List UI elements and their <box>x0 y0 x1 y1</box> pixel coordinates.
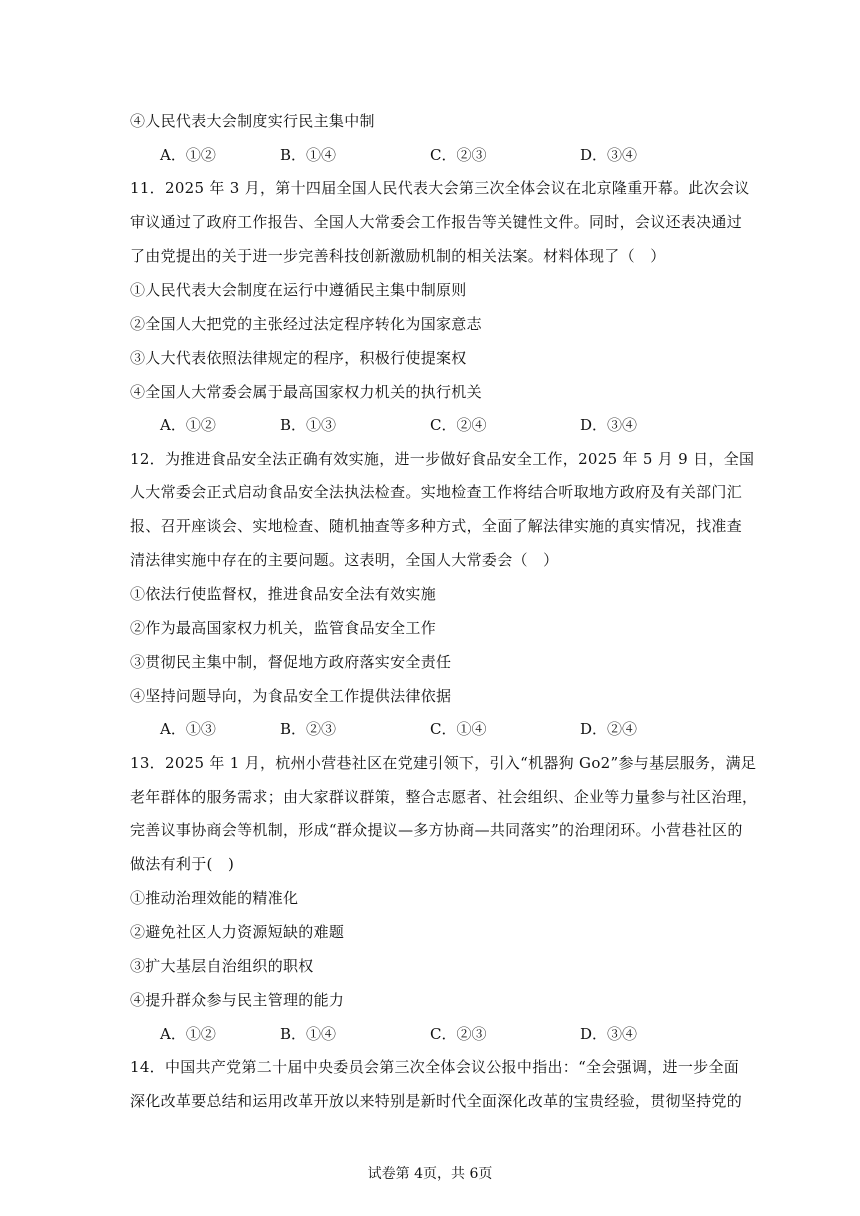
option-c: C．①④ <box>430 720 487 738</box>
option-b: B．①④ <box>280 1025 337 1043</box>
option-d: D．③④ <box>580 146 638 164</box>
option-b: B．①③ <box>280 416 337 434</box>
statement-line: ②避免社区人力资源短缺的难题 <box>130 923 345 941</box>
question-12-line: 清法律实施中存在的主要问题。这表明，全国人大常委会（ ） <box>130 551 559 569</box>
question-13-line: 老年群体的服务需求；由大家群议群策，整合志愿者、社会组织、企业等力量参与社区治理， <box>130 788 758 806</box>
answer-options <box>160 719 720 739</box>
statement-line: ①人民代表大会制度在运行中遵循民主集中制原则 <box>130 281 467 299</box>
option-a: A．①③ <box>160 720 216 738</box>
question-13-line: 完善议事协商会等机制，形成“群众提议—多方协商—共同落实”的治理闭环。小营巷社区的 <box>130 821 743 839</box>
page-footer: 试卷第 4页，共 6页 <box>367 1166 493 1182</box>
question-13-line: 做法有利于( ) <box>130 855 235 873</box>
question-12-line: 12．为推进食品安全法正确有效实施，进一步做好食品安全工作，2025 年 5 月 9 日，全国 <box>130 450 755 468</box>
question-11-line: 了由党提出的关于进一步完善科技创新激励机制的相关法案。材料体现了（ ） <box>130 247 666 265</box>
option-c: C．②③ <box>430 146 487 164</box>
statement-line: ②全国人大把党的主张经过法定程序转化为国家意志 <box>130 315 482 333</box>
statement-line: ①依法行使监督权，推进食品安全法有效实施 <box>130 585 437 603</box>
option-c: C．②③ <box>430 1025 487 1043</box>
option-a: A．①② <box>160 416 216 434</box>
statement-line: ①推动治理效能的精准化 <box>130 889 299 907</box>
statement-line: ④全国人大常委会属于最高国家权力机关的执行机关 <box>130 383 482 401</box>
option-b: B．②③ <box>280 720 337 738</box>
question-13-line: 13．2025 年 1 月，杭州小营巷社区在党建引领下，引入“机器狗 Go2”参与基层服务，满足 <box>130 754 757 772</box>
option-d: D．②④ <box>580 720 638 738</box>
statement-line: ③人大代表依照法律规定的程序，积极行使提案权 <box>130 349 467 367</box>
option-b: B．①④ <box>280 146 337 164</box>
answer-options <box>160 145 720 165</box>
question-11-line: 审议通过了政府工作报告、全国人大常委会工作报告等关键性文件。同时，会议还表决通过 <box>130 213 743 231</box>
statement-line: ④提升群众参与民主管理的能力 <box>130 991 345 1009</box>
statement-line: ③扩大基层自治组织的职权 <box>130 957 314 975</box>
option-d: D．③④ <box>580 1025 638 1043</box>
statement-line: ②作为最高国家权力机关，监管食品安全工作 <box>130 619 437 637</box>
statement-line: ③贯彻民主集中制，督促地方政府落实安全责任 <box>130 653 452 671</box>
option-a: A．①② <box>160 1025 216 1043</box>
option-d: D．③④ <box>580 416 638 434</box>
statement-line: ④坚持问题导向，为食品安全工作提供法律依据 <box>130 687 452 705</box>
answer-options <box>160 1024 720 1044</box>
question-12-line: 报、召开座谈会、实地检查、随机抽查等多种方式，全面了解法律实施的真实情况，找准查 <box>130 517 743 535</box>
question-14-line: 14．中国共产党第二十届中央委员会第三次全体会议公报中指出：“全会强调，进一步全面 <box>130 1058 740 1076</box>
question-14-line: 深化改革要总结和运用改革开放以来特别是新时代全面深化改革的宝贵经验，贯彻坚持党的 <box>130 1092 743 1110</box>
answer-options <box>160 415 720 435</box>
option-a: A．①② <box>160 146 216 164</box>
text-line: ④人民代表大会制度实行民主集中制 <box>130 112 375 130</box>
question-11-line: 11．2025 年 3 月，第十四届全国人民代表大会第三次全体会议在北京隆重开幕。此次会议 <box>130 179 750 197</box>
question-12-line: 人大常委会正式启动食品安全法执法检查。实地检查工作将结合听取地方政府及有关部门汇 <box>130 483 743 501</box>
option-c: C．②④ <box>430 416 487 434</box>
